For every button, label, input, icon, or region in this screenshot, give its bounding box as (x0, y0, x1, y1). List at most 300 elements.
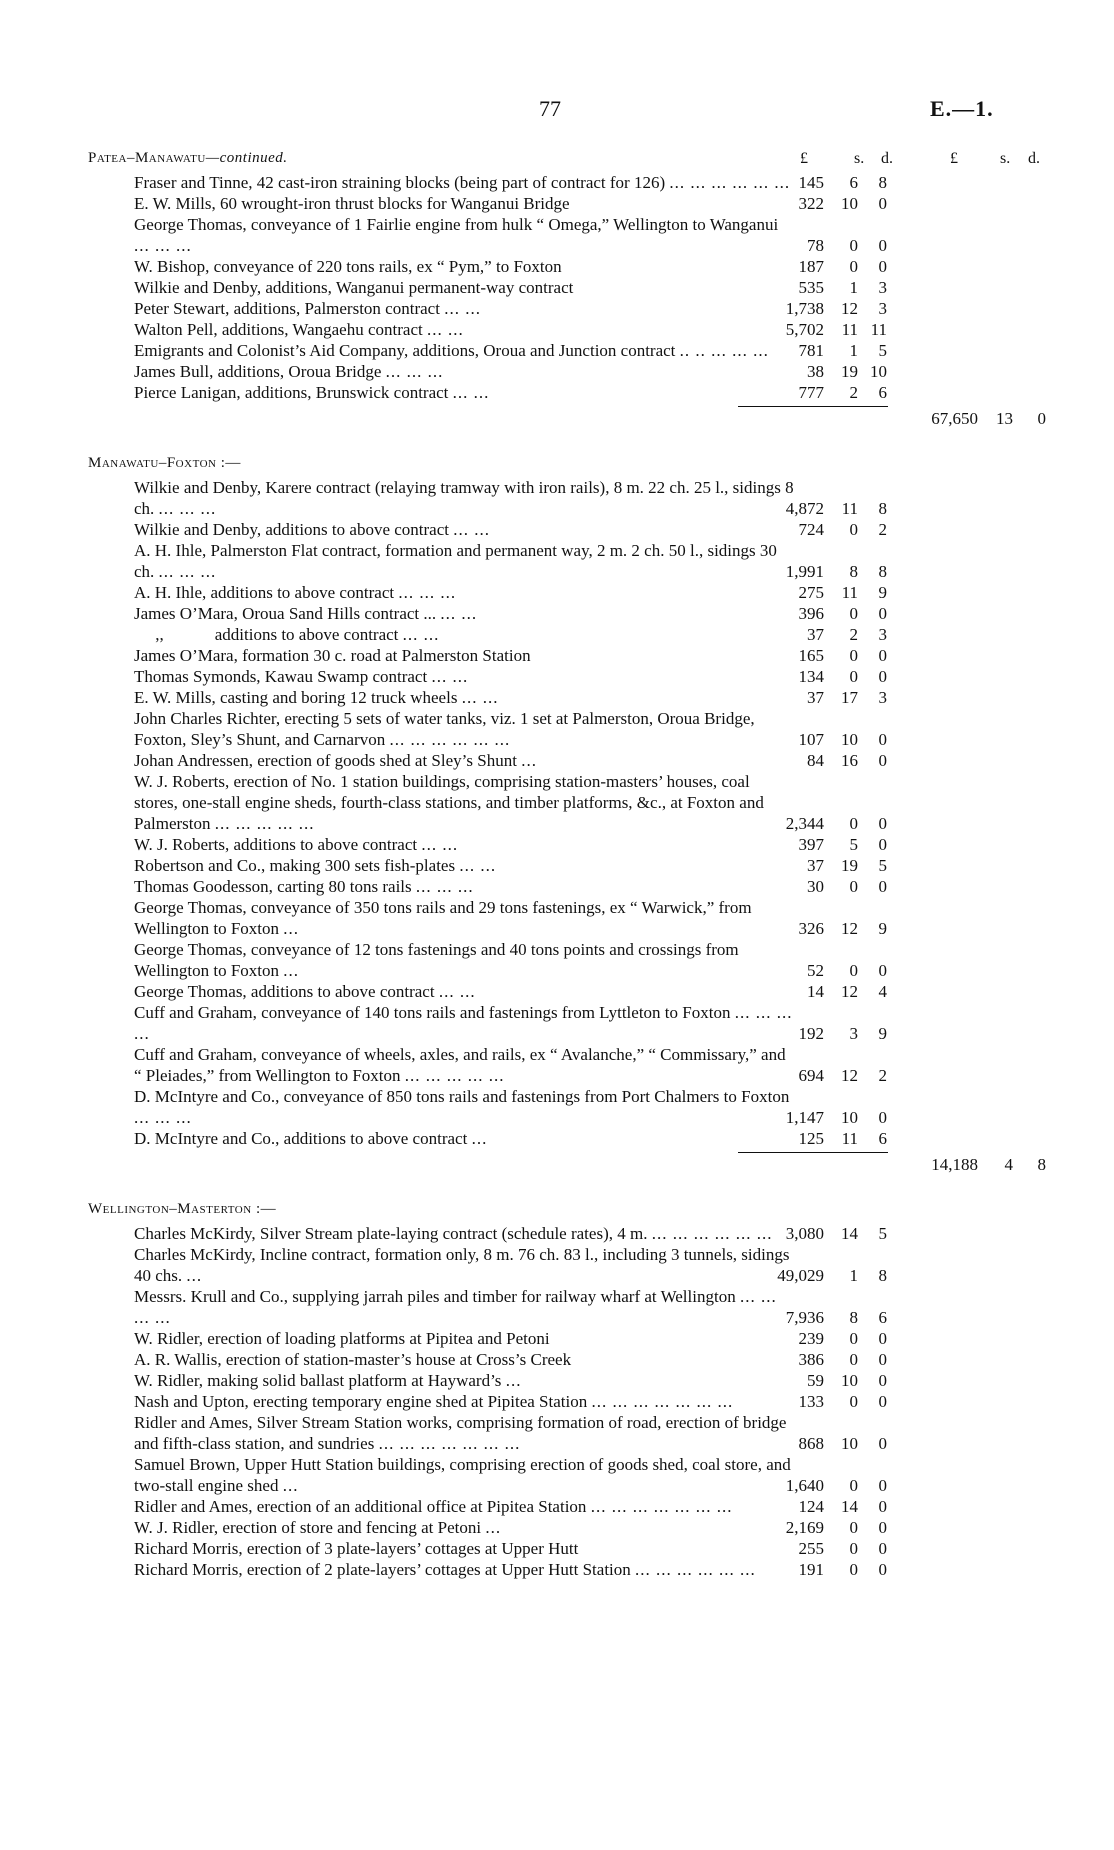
amount-pounds: 187 (798, 257, 824, 276)
ledger-entry (88, 1044, 1088, 1086)
entry-text: ,, additions to above contract (134, 625, 399, 644)
entry-text: Wilkie and Denby, Karere contract (relaying tramway with iron rails), 8 m. 22 ch. 25 l., sidings 8 ch. (134, 478, 798, 518)
amount-shillings: 0 (849, 236, 858, 255)
amount-pounds: 3,080 (785, 1224, 824, 1243)
amount-pounds: 1,147 (785, 1108, 824, 1127)
ledger-entry (88, 519, 1088, 540)
entry-description (134, 319, 794, 340)
amount-pence: 3 (878, 688, 887, 707)
entry-description (134, 624, 794, 645)
section-title-suffix: —continued. (205, 150, 288, 166)
entry-text: Cuff and Graham, conveyance of 140 tons rails and fastenings from Lyttleton to Foxton (134, 1003, 731, 1022)
ledger-entry (88, 939, 1088, 981)
entry-description (134, 340, 794, 361)
ledger-entry (88, 603, 1088, 624)
entry-text: Richard Morris, erection of 2 plate-layers’ cottages at Upper Hutt Station (134, 1560, 631, 1579)
entry-description (134, 855, 794, 876)
amount-shillings: 0 (849, 1539, 858, 1558)
amount-pence: 0 (878, 1392, 887, 1411)
column-header-pounds: £ (800, 150, 808, 167)
rule-line (738, 406, 888, 407)
amount-pence: 0 (878, 1560, 887, 1579)
ledger-entry (88, 1328, 1088, 1349)
leader-dots: ... ... ... (415, 877, 474, 896)
entry-description (134, 1370, 794, 1391)
ledger-entry (88, 1454, 1088, 1496)
entry-description (134, 771, 794, 834)
amount-pence: 0 (878, 1539, 887, 1558)
leader-dots: ... ... ... (398, 583, 457, 602)
amount-pounds: 37 (807, 688, 824, 707)
amount-pence: 0 (878, 1350, 887, 1369)
leader-dots: ... ... (402, 625, 440, 644)
leader-dots: ... ... (431, 667, 469, 686)
section-title-text: Wellington–Masterton :— (88, 1201, 277, 1217)
ledger-entry (88, 1223, 1088, 1244)
ledger-entry (88, 876, 1088, 897)
entry-text: Walton Pell, additions, Wangaehu contract (134, 320, 423, 339)
amount-shillings: 1 (849, 341, 858, 360)
amount-shillings: 2 (849, 383, 858, 402)
amount-pence: 8 (878, 499, 887, 518)
amount-pounds: 192 (798, 1024, 824, 1043)
entry-description (134, 477, 798, 519)
ledger-entry (88, 1286, 1088, 1328)
entry-text: W. Ridler, making solid ballast platform at Hayward’s (134, 1371, 502, 1390)
section-header-row (88, 455, 1088, 477)
amount-shillings: 14 (841, 1224, 858, 1243)
amount-pence: 0 (878, 257, 887, 276)
entry-text: Thomas Symonds, Kawau Swamp contract (134, 667, 428, 686)
section-1 (88, 150, 1088, 435)
amount-shillings: 0 (849, 1518, 858, 1537)
total-pounds: 14,188 (931, 1155, 978, 1174)
entry-text: Messrs. Krull and Co., supplying jarrah piles and timber for railway wharf at Wellington (134, 1287, 736, 1306)
section-title (88, 455, 241, 472)
entry-description (134, 1412, 794, 1454)
total-shillings: 13 (996, 409, 1013, 428)
ledger-entry (88, 1412, 1088, 1454)
entry-description (134, 277, 794, 298)
amount-shillings: 0 (849, 604, 858, 623)
ledger-entry (88, 624, 1088, 645)
amount-pounds: 49,029 (777, 1266, 824, 1285)
amount-pence: 0 (878, 730, 887, 749)
amount-pence: 4 (878, 982, 887, 1001)
entry-description (134, 981, 794, 1002)
entry-description (134, 1391, 794, 1412)
amount-pounds: 5,702 (785, 320, 824, 339)
amount-pence: 0 (878, 835, 887, 854)
amount-pounds: 133 (798, 1392, 824, 1411)
amount-shillings: 14 (841, 1497, 858, 1516)
leader-dots: ... (471, 1129, 488, 1148)
amount-pounds: 255 (798, 1539, 824, 1558)
section-3 (88, 1181, 1088, 1580)
entry-description (134, 1349, 794, 1370)
amount-shillings: 1 (849, 1266, 858, 1285)
section-title-text: Patea–Manawatu (88, 150, 206, 166)
amount-pounds: 38 (807, 362, 824, 381)
ledger-entry (88, 1391, 1088, 1412)
ledger-entry (88, 645, 1088, 666)
entry-text: Nash and Upton, erecting temporary engine shed at Pipitea Station (134, 1392, 588, 1411)
amount-pence: 6 (878, 1308, 887, 1327)
entry-description (134, 1328, 794, 1349)
amount-shillings: 8 (849, 562, 858, 581)
entry-description (134, 256, 794, 277)
amount-pounds: 78 (807, 236, 824, 255)
amount-shillings: 0 (849, 1329, 858, 1348)
entry-text: E. W. Mills, 60 wrought-iron thrust blocks for Wanganui Bridge (134, 194, 570, 213)
amount-shillings: 10 (841, 1371, 858, 1390)
leader-dots: ... ... ... ... ... (404, 1066, 505, 1085)
ledger-entry (88, 1559, 1088, 1580)
ledger-entry (88, 1128, 1088, 1149)
ledger-entry (88, 897, 1088, 939)
total-pounds: 67,650 (931, 409, 978, 428)
amount-shillings: 0 (849, 1476, 858, 1495)
amount-pounds: 694 (798, 1066, 824, 1085)
amount-shillings: 0 (849, 814, 858, 833)
leader-dots: ... ... ... (158, 562, 217, 581)
amount-shillings: 0 (849, 1560, 858, 1579)
amount-pounds: 397 (798, 835, 824, 854)
entry-text: Wilkie and Denby, additions to above contract (134, 520, 449, 539)
leader-dots: ... ... (459, 856, 497, 875)
amount-pence: 11 (870, 320, 887, 339)
leader-dots: ... (485, 1518, 502, 1537)
amount-pounds: 396 (798, 604, 824, 623)
amount-pence: 5 (878, 341, 887, 360)
ledger-entry (88, 540, 1088, 582)
amount-pounds: 777 (798, 383, 824, 402)
amount-pence: 0 (878, 1329, 887, 1348)
amount-shillings: 16 (841, 751, 858, 770)
ledger-entry (88, 1002, 1088, 1044)
leader-dots: ... (283, 919, 300, 938)
section-header-row (88, 1201, 1088, 1223)
ledger-entry (88, 708, 1088, 750)
amount-pounds: 37 (807, 625, 824, 644)
amount-pence: 9 (878, 1024, 887, 1043)
entry-text: Ridler and Ames, erection of an additional office at Pipitea Station (134, 1497, 587, 1516)
amount-pounds: 52 (807, 961, 824, 980)
amount-pence: 0 (878, 646, 887, 665)
amount-pounds: 191 (798, 1560, 824, 1579)
entry-text: Fraser and Tinne, 42 cast-iron straining blocks (being part of contract for 126) (134, 173, 666, 192)
section-title (88, 150, 288, 167)
ledger-entry (88, 1496, 1088, 1517)
total-pence: 0 (1037, 409, 1046, 428)
entry-description (134, 214, 794, 256)
amount-pence: 0 (878, 604, 887, 623)
entry-text: George Thomas, conveyance of 1 Fairlie engine from hulk “ Omega,” Wellington to Wanganui (134, 215, 779, 234)
column-header-total-pence: d. (1028, 150, 1040, 167)
section-header-row (88, 150, 1088, 172)
entry-text: W. J. Roberts, additions to above contract (134, 835, 418, 854)
entry-description (134, 1559, 794, 1580)
entry-description (134, 687, 794, 708)
ledger-entry (88, 172, 1088, 193)
amount-pence: 9 (878, 919, 887, 938)
entry-description (134, 519, 794, 540)
amount-pence: 0 (878, 877, 887, 896)
amount-pounds: 1,738 (785, 299, 824, 318)
leader-dots: ... ... (444, 299, 481, 318)
ledger-entry (88, 256, 1088, 277)
leader-dots: ... ... ... ... ... ... (651, 1224, 773, 1243)
amount-pence: 8 (878, 562, 887, 581)
entry-text: W. Ridler, erection of loading platforms at Pipitea and Petoni (134, 1329, 550, 1348)
amount-pounds: 134 (798, 667, 824, 686)
entry-text: A. H. Ihle, additions to above contract (134, 583, 395, 602)
section-title (88, 1201, 276, 1218)
ledger-entry (88, 382, 1088, 403)
leader-dots: ... ... (426, 320, 464, 339)
amount-shillings: 0 (849, 1392, 858, 1411)
entry-text: George Thomas, additions to above contract (134, 982, 435, 1001)
entry-text: George Thomas, conveyance of 12 tons fastenings and 40 tons points and crossings from Wellington to Foxton (134, 940, 743, 980)
amount-shillings: 0 (849, 646, 858, 665)
entry-description (134, 939, 794, 981)
leader-dots: ... ... ... ... ... ... (389, 730, 511, 749)
entry-description (134, 645, 794, 666)
entry-text: Ridler and Ames, Silver Stream Station works, comprising formation of road, erection of bridge and fifth-class station, and sundries (134, 1413, 791, 1453)
leader-dots: ... ... (461, 688, 499, 707)
leader-dots: ... ... ... ... ... ... (635, 1560, 756, 1579)
entry-text: W. J. Ridler, erection of store and fencing at Petoni (134, 1518, 482, 1537)
entry-text: Johan Andressen, erection of goods shed at Sley’s Shunt (134, 751, 517, 770)
amount-pounds: 386 (798, 1350, 824, 1369)
amount-pounds: 37 (807, 856, 824, 875)
entry-description (134, 1496, 794, 1517)
ledger-entry (88, 1370, 1088, 1391)
leader-dots: ... ... ... ... (134, 1003, 793, 1043)
ledger-entry (88, 340, 1088, 361)
amount-pounds: 107 (798, 730, 824, 749)
amount-pence: 0 (878, 1371, 887, 1390)
entry-description (134, 1128, 794, 1149)
amount-pence: 3 (878, 278, 887, 297)
section-total (88, 1155, 1088, 1181)
entry-description (134, 193, 794, 214)
amount-shillings: 12 (841, 299, 858, 318)
column-header-shillings: s. (854, 150, 865, 167)
entry-description (134, 361, 794, 382)
entry-description (134, 1286, 794, 1328)
amount-shillings: 10 (841, 1108, 858, 1127)
amount-shillings: 0 (849, 877, 858, 896)
leader-dots: ... ... (453, 520, 490, 539)
amount-pounds: 145 (798, 173, 824, 192)
amount-shillings: 10 (841, 194, 858, 213)
entry-description (134, 1244, 794, 1286)
entry-text: Wilkie and Denby, additions, Wanganui permanent-way contract (134, 278, 574, 297)
ledger-entry (88, 1517, 1088, 1538)
amount-pence: 2 (878, 520, 887, 539)
entry-text: Charles McKirdy, Incline contract, formation only, 8 m. 76 ch. 83 l., including 3 tunnels, sidings 40 chs. (134, 1245, 794, 1285)
ledger-entry (88, 834, 1088, 855)
amount-pounds: 4,872 (785, 499, 824, 518)
amount-pence: 0 (878, 1518, 887, 1537)
amount-shillings: 12 (841, 919, 858, 938)
entry-text: James O’Mara, Oroua Sand Hills contract ... (134, 604, 437, 623)
leader-dots: ... (521, 751, 537, 770)
entry-text: Thomas Goodesson, carting 80 tons rails (134, 877, 412, 896)
amount-pounds: 2,344 (785, 814, 824, 833)
leader-dots: ... ... (421, 835, 459, 854)
amount-pounds: 165 (798, 646, 824, 665)
leader-dots: ... (505, 1371, 522, 1390)
amount-pence: 6 (878, 383, 887, 402)
amount-pounds: 326 (798, 919, 824, 938)
amount-pence: 9 (878, 583, 887, 602)
ledger-entry (88, 477, 1088, 519)
section-spacer (88, 1181, 1088, 1201)
amount-pounds: 59 (807, 1371, 824, 1390)
entry-text: Emigrants and Colonist’s Aid Company, additions, Oroua and Junction contract (134, 341, 676, 360)
ledger-entry (88, 687, 1088, 708)
entry-description (134, 750, 794, 771)
ledger-entry (88, 582, 1088, 603)
amount-pounds: 2,169 (785, 1518, 824, 1537)
amount-pence: 0 (878, 961, 887, 980)
amount-shillings: 1 (849, 278, 858, 297)
amount-pence: 5 (878, 856, 887, 875)
entry-text: Charles McKirdy, Silver Stream plate-laying contract (schedule rates), 4 m. (134, 1224, 648, 1243)
amount-pence: 0 (878, 667, 887, 686)
leader-dots: ... (186, 1266, 203, 1285)
amount-pounds: 30 (807, 877, 824, 896)
amount-pounds: 84 (807, 751, 824, 770)
ledger-entry (88, 277, 1088, 298)
entry-text: W. Bishop, conveyance of 220 tons rails, ex “ Pym,” to Foxton (134, 257, 562, 276)
leader-dots: ... ... ... ... ... ... ... (591, 1392, 734, 1411)
ledger-entry (88, 855, 1088, 876)
accounts-table (88, 150, 1088, 1580)
amount-pounds: 14 (807, 982, 824, 1001)
amount-pounds: 1,640 (785, 1476, 824, 1495)
entry-description (134, 1002, 794, 1044)
total-shillings: 4 (1004, 1155, 1013, 1174)
amount-pence: 3 (878, 625, 887, 644)
amount-pounds: 781 (798, 341, 824, 360)
amount-shillings: 0 (849, 667, 858, 686)
page-number: 77 (539, 96, 561, 121)
column-header-total-pounds: £ (950, 150, 958, 167)
amount-pounds: 535 (798, 278, 824, 297)
amount-shillings: 19 (841, 362, 858, 381)
entry-text: George Thomas, conveyance of 350 tons rails and 29 tons fastenings, ex “ Warwick,” from Wellington to Foxton (134, 898, 756, 938)
section-spacer (88, 435, 1088, 455)
leader-dots: ... ... (452, 383, 490, 402)
document-reference: E.—1. (930, 96, 994, 121)
amount-shillings: 11 (841, 499, 858, 518)
amount-pounds: 868 (798, 1434, 824, 1453)
entry-description (134, 834, 794, 855)
ledger-entry (88, 319, 1088, 340)
amount-shillings: 0 (849, 257, 858, 276)
ledger-entry (88, 666, 1088, 687)
entry-description (134, 582, 794, 603)
entry-description (134, 1538, 794, 1559)
entry-text: D. McIntyre and Co., additions to above contract (134, 1129, 468, 1148)
section-total (88, 409, 1088, 435)
amount-shillings: 3 (849, 1024, 858, 1043)
column-header-pence: d. (881, 150, 893, 167)
entry-description (134, 298, 794, 319)
entry-text: John Charles Richter, erecting 5 sets of water tanks, viz. 1 set at Palmerston, Oroua Bridge, Foxton, Sley’s Shunt, and Carnarvon (134, 709, 759, 749)
amount-pence: 0 (878, 194, 887, 213)
entry-text: D. McIntyre and Co., conveyance of 850 tons rails and fastenings from Port Chalmers to Foxton (134, 1087, 790, 1106)
amount-shillings: 10 (841, 730, 858, 749)
entry-description (134, 540, 794, 582)
amount-shillings: 11 (841, 1129, 858, 1148)
amount-pence: 0 (878, 1108, 887, 1127)
amount-pence: 0 (878, 814, 887, 833)
amount-pounds: 275 (798, 583, 824, 602)
entry-description (134, 666, 794, 687)
entry-text: E. W. Mills, casting and boring 12 truck wheels (134, 688, 458, 707)
amount-shillings: 10 (841, 1434, 858, 1453)
amount-pence: 0 (878, 236, 887, 255)
amount-pence: 8 (878, 1266, 887, 1285)
section-2 (88, 435, 1088, 1181)
column-header-total-shillings: s. (1000, 150, 1011, 167)
amount-shillings: 2 (849, 625, 858, 644)
ledger-entry (88, 1086, 1088, 1128)
amount-pence: 3 (878, 299, 887, 318)
amount-pence: 2 (878, 1066, 887, 1085)
amount-pence: 0 (878, 1476, 887, 1495)
amount-pounds: 125 (798, 1129, 824, 1148)
ledger-entry (88, 193, 1088, 214)
entry-description (134, 382, 794, 403)
amount-shillings: 11 (841, 320, 858, 339)
entry-text: James Bull, additions, Oroua Bridge (134, 362, 382, 381)
amount-pence: 10 (870, 362, 887, 381)
amount-shillings: 6 (849, 173, 858, 192)
section-title-text: Manawatu–Foxton :— (88, 455, 241, 471)
ledger-entry (88, 981, 1088, 1002)
amount-shillings: 5 (849, 835, 858, 854)
leader-dots: ... ... ... ... ... (214, 814, 315, 833)
ledger-entry (88, 214, 1088, 256)
amount-pence: 6 (878, 1129, 887, 1148)
entry-description (134, 1044, 794, 1086)
amount-pence: 8 (878, 173, 887, 192)
amount-shillings: 12 (841, 982, 858, 1001)
total-pence: 8 (1037, 1155, 1046, 1174)
entry-text: Samuel Brown, Upper Hutt Station buildings, comprising erection of goods shed, coal store, and two-stall engine shed (134, 1455, 796, 1495)
leader-dots: ... ... ... (134, 1108, 192, 1127)
amount-pounds: 322 (798, 194, 824, 213)
entry-description (134, 1454, 794, 1496)
rule-line (738, 1152, 888, 1153)
amount-shillings: 0 (849, 520, 858, 539)
leader-dots: ... ... ... (134, 236, 192, 255)
leader-dots: .. .. ... ... ... (679, 341, 769, 360)
entry-text: Richard Morris, erection of 3 plate-layers’ cottages at Upper Hutt (134, 1539, 579, 1558)
leader-dots: ... (283, 961, 300, 980)
amount-pounds: 724 (798, 520, 824, 539)
leader-dots: ... ... ... ... (134, 1287, 777, 1327)
leader-dots: ... ... ... ... ... ... ... (378, 1434, 521, 1453)
entry-text: W. J. Roberts, erection of No. 1 station buildings, comprising station-masters’ houses, coal stores, one-stall engine sheds, fourth-class stations, and timber platforms, &c., at Foxton and Palmerston (134, 772, 769, 833)
amount-pounds: 1,991 (785, 562, 824, 581)
amount-shillings: 0 (849, 961, 858, 980)
